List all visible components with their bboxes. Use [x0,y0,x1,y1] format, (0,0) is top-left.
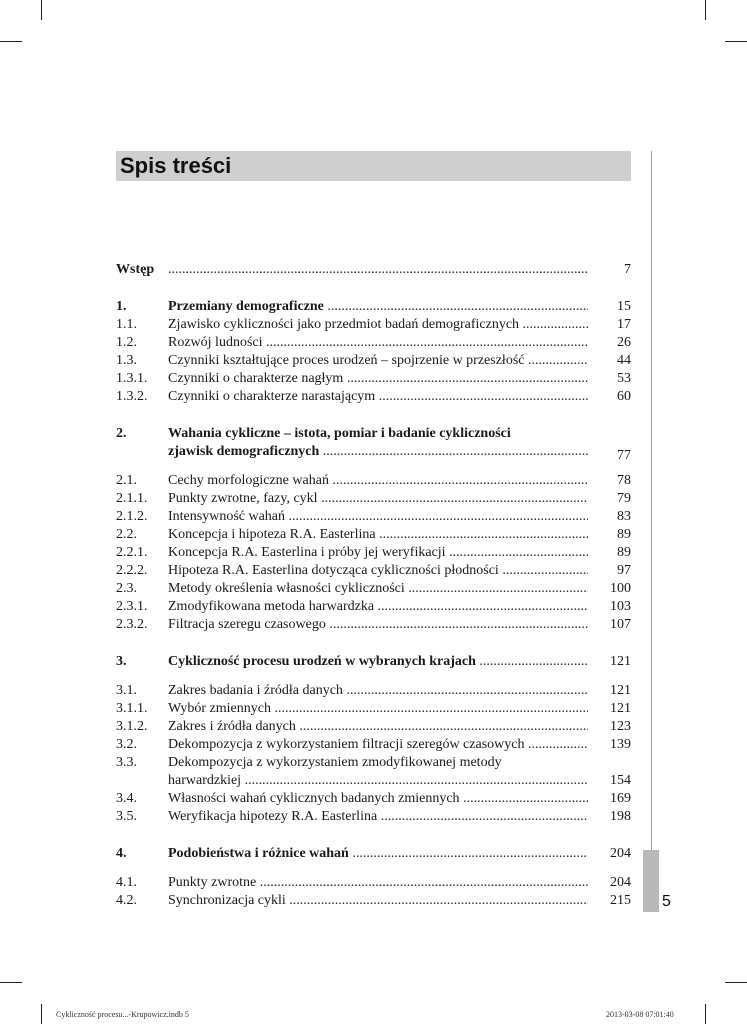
toc-entry-page: 17 [617,317,631,332]
toc-entry-label: Cykliczność procesu urodzeń w wybranych krajach ..... [168,653,588,671]
toc-entry-label: Zmodyfikowana metoda harwardzka ..... [168,598,588,616]
toc-entry[interactable] [116,352,631,370]
toc-entry[interactable] [116,754,631,772]
toc-entry-label [168,261,588,279]
toc-entry-page: 204 [610,846,631,861]
toc-entry[interactable] [116,334,631,352]
toc-entry-number: 3.1. [116,683,137,698]
toc-entry-number: 1. [116,299,127,314]
toc-entry-label: Hipoteza R.A. Easterlina dotycząca cykliczności płodności ..... [168,562,588,580]
toc-entry-number: 1.3. [116,353,137,368]
crop-mark [725,982,747,983]
toc-entry[interactable] [116,261,631,279]
toc-entry-label: Zakres badania i źródła danych ..... [168,682,588,700]
toc-entry-number: 1.1. [116,317,137,332]
toc-entry-page: 121 [610,654,631,669]
toc-entry-label: Wybór zmiennych ..... [168,700,588,718]
toc-entry-number: 2.2. [116,527,137,542]
toc-entry[interactable] [116,370,631,388]
toc-entry-label: Przemiany demograficzne ..... [168,298,588,316]
table-of-contents [116,261,631,910]
toc-entry-page: 15 [617,299,631,314]
toc-entry-label: Czynniki kształtujące proces urodzeń – spojrzenie w przeszłość ..... [168,352,588,370]
toc-entry[interactable] [116,700,631,718]
toc-entry-label: Własności wahań cyklicznych badanych zmiennych ..... [168,790,588,808]
toc-entry-number: 4.1. [116,875,137,890]
toc-entry-page: 198 [610,809,631,824]
toc-entry-page: 204 [610,875,631,890]
toc-entry[interactable] [116,472,631,490]
toc-entry-page: 26 [617,335,631,350]
toc-entry-label: Weryfikacja hipotezy R.A. Easterlina ..... [168,808,588,826]
toc-entry[interactable] [116,616,631,634]
toc-entry[interactable] [116,544,631,562]
toc-entry-page: 44 [617,353,631,368]
toc-entry[interactable] [116,874,631,892]
toc-entry[interactable] [116,526,631,544]
thumb-tab [643,850,659,912]
toc-entry-label: Dekompozycja z wykorzystaniem filtracji szeregów czasowych ..... [168,736,588,754]
toc-entry-label: zjawisk demograficznych ..... [168,443,588,461]
toc-entry-number: Wstęp [116,262,155,277]
toc-entry-continuation[interactable] [116,443,631,461]
toc-entry-page: 139 [610,737,631,752]
crop-mark [705,1004,706,1024]
toc-entry[interactable] [116,425,631,443]
crop-mark [41,1004,42,1024]
toc-entry[interactable] [116,718,631,736]
toc-entry-number: 3.4. [116,791,137,806]
toc-entry-label: Podobieństwa i różnice wahań ..... [168,845,588,863]
toc-entry-page: 169 [610,791,631,806]
toc-entry[interactable] [116,682,631,700]
toc-entry-number: 2.3. [116,581,137,596]
crop-mark [41,0,42,20]
toc-entry[interactable] [116,808,631,826]
toc-entry[interactable] [116,892,631,910]
toc-entry[interactable] [116,490,631,508]
toc-entry-page: 121 [610,683,631,698]
toc-entry-number: 2.1.1. [116,491,148,506]
toc-entry-number: 4.2. [116,893,137,908]
toc-entry-label: Koncepcja i hipoteza R.A. Easterlina ..... [168,526,588,544]
toc-entry[interactable] [116,316,631,334]
crop-mark [0,41,22,42]
toc-entry-page: 89 [617,527,631,542]
page-number: 5 [662,893,671,910]
toc-entry-number: 2. [116,426,127,441]
toc-entry-number: 3. [116,654,127,669]
toc-entry-number: 2.2.1. [116,545,148,560]
toc-entry[interactable] [116,790,631,808]
toc-entry-page: 78 [617,473,631,488]
toc-entry-label: Rozwój ludności ..... [168,334,588,352]
toc-entry-label: Czynniki o charakterze narastającym ..... [168,388,588,406]
toc-entry-number: 3.3. [116,755,137,770]
toc-entry-label: Cechy morfologiczne wahań ..... [168,472,588,490]
toc-entry[interactable] [116,580,631,598]
toc-entry-page: 89 [617,545,631,560]
toc-entry-page: 107 [610,617,631,632]
toc-entry[interactable] [116,508,631,526]
toc-entry-label: Filtracja szeregu czasowego ..... [168,616,588,634]
toc-entry-page: 60 [617,389,631,404]
toc-entry-page: 7 [624,262,631,277]
toc-entry-page: 154 [610,773,631,788]
toc-entry-label: Metody określenia własności cykliczności ..... [168,580,588,598]
toc-entry[interactable] [116,653,631,671]
footer-left: Cykliczność procesu...-Krupowicz.indb 5 [56,1010,189,1019]
toc-entry[interactable] [116,598,631,616]
toc-entry-number: 2.1.2. [116,509,148,524]
toc-entry-number: 1.3.1. [116,371,148,386]
toc-entry-number: 3.1.1. [116,701,148,716]
toc-entry-page: 123 [610,719,631,734]
toc-entry-page: 53 [617,371,631,386]
toc-entry-label: Zakres i źródła danych ..... [168,718,588,736]
toc-entry-page: 121 [610,701,631,716]
toc-entry-number: 1.3.2. [116,389,148,404]
toc-entry-number: 2.1. [116,473,137,488]
toc-entry-label: Punkty zwrotne ..... [168,874,588,892]
toc-entry-label: harwardzkiej ..... [168,772,588,790]
toc-entry-number: 3.1.2. [116,719,148,734]
toc-entry-label: Intensywność wahań ..... [168,508,588,526]
toc-entry-label: Czynniki o charakterze nagłym ..... [168,370,588,388]
toc-entry-label: Koncepcja R.A. Easterlina i próby jej weryfikacji ..... [168,544,588,562]
toc-entry-page: 83 [617,509,631,524]
toc-entry-number: 3.2. [116,737,137,752]
toc-entry-page: 215 [610,893,631,908]
toc-entry[interactable] [116,736,631,754]
toc-entry-number: 2.3.2. [116,617,148,632]
toc-entry-page: 79 [617,491,631,506]
crop-mark [0,982,22,983]
toc-entry-label: Punkty zwrotne, fazy, cykl ..... [168,490,588,508]
toc-entry-page: 100 [610,581,631,596]
crop-mark [705,0,706,20]
toc-entry[interactable] [116,562,631,580]
page-title: Spis treści [120,153,232,178]
toc-entry[interactable] [116,388,631,406]
toc-entry-label: Zjawisko cykliczności jako przedmiot badań demograficznych ..... [168,316,588,334]
toc-entry-page: 77 [617,448,631,463]
toc-entry-label: Dekompozycja z wykorzystaniem zmodyfikowanej metody [168,755,502,770]
toc-entry-number: 4. [116,846,127,861]
toc-entry-label: Synchronizacja cykli ..... [168,892,588,910]
toc-entry-label: Wahania cykliczne – istota, pomiar i badanie cykliczności [168,426,511,441]
toc-entry[interactable] [116,298,631,316]
side-rule [651,151,652,905]
crop-mark [725,41,747,42]
toc-entry-number: 1.2. [116,335,137,350]
title-bar [116,151,631,181]
toc-entry[interactable] [116,845,631,863]
toc-entry-page: 103 [610,599,631,614]
toc-entry-continuation[interactable] [116,772,631,790]
toc-entry-number: 2.2.2. [116,563,148,578]
toc-entry-number: 3.5. [116,809,137,824]
footer-right: 2013-03-08 07:01:40 [606,1010,674,1019]
toc-entry-number: 2.3.1. [116,599,148,614]
toc-entry-page: 97 [617,563,631,578]
